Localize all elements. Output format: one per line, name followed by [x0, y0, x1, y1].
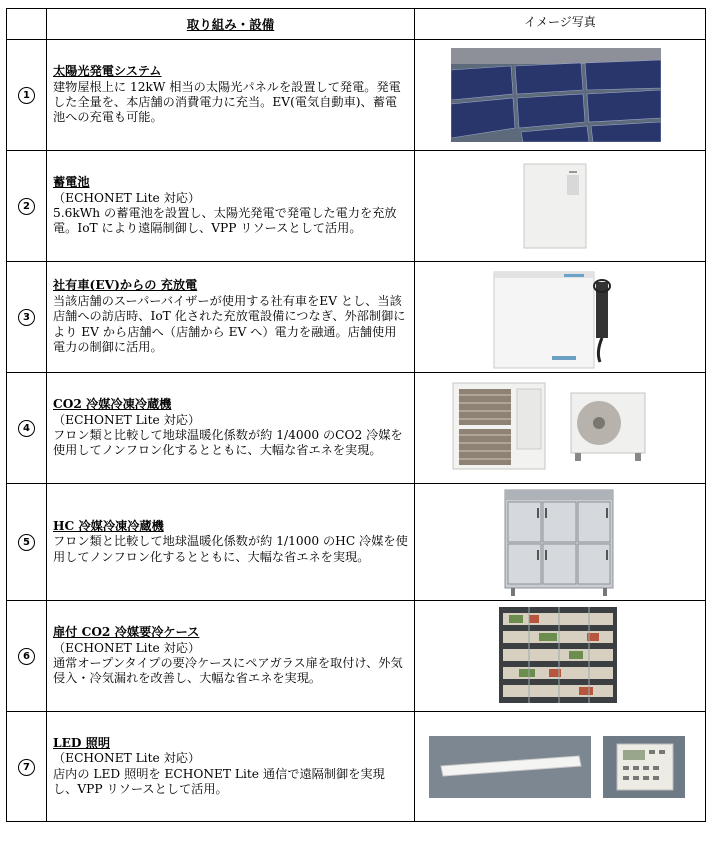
table-row: [7, 712, 706, 822]
row-photo-cell: [415, 40, 706, 151]
table-row: [7, 262, 706, 373]
row-photo-cell: [415, 712, 706, 822]
row-number: 2: [7, 151, 47, 262]
row-photo-cell: [415, 151, 706, 262]
header-photo: イメージ写真: [415, 9, 706, 40]
row-body: 当該店舗のスーパーバイザーが使用する社有車をEV とし、当該店舗への訪店時、IoT 化された充放電設備につなぎ、外部制御により EV から店舗へ（店舗から EV へ）電力を融通。店舗使用電力の制御に活用。: [53, 293, 406, 355]
header-row: [7, 9, 706, 40]
header-num: [7, 9, 47, 40]
row-description: [47, 262, 415, 373]
row-description: [47, 712, 415, 822]
equipment-table: [6, 8, 706, 822]
row-subtitle: （ECHONET Lite 対応）: [53, 190, 201, 205]
row-body: フロン類と比較して地球温暖化係数が約 1/4000 のCO2 冷媒を使用してノンフロン化するとともに、大幅な省エネを実現。: [53, 428, 403, 458]
row-body: 通常オープンタイプの要冷ケースにペアガラス扉を取付け、外気侵入・冷気漏れを改善し、大幅な省エネを実現。: [53, 656, 403, 686]
row-description: [47, 151, 415, 262]
row-number: 4: [7, 373, 47, 484]
row-description: [47, 373, 415, 484]
row-subtitle: （ECHONET Lite 対応）: [53, 751, 201, 766]
row-body: フロン類と比較して地球温暖化係数が約 1/1000 のHC 冷媒を使用してノンフロン化するとともに、大幅な省エネを実現。: [53, 534, 408, 564]
row-number: 3: [7, 262, 47, 373]
row-title: HC 冷媒冷凍冷蔵機: [53, 518, 164, 533]
row-title: 太陽光発電システム: [53, 64, 162, 79]
row-body: 5.6kWh の蓄電池を設置し、太陽光発電で発電した電力を充放電。IoT により遠隔制御し、VPP リソースとして活用。: [53, 206, 397, 236]
row-title: 扉付 CO2 冷媒要冷ケース: [53, 625, 200, 640]
table-row: [7, 40, 706, 151]
table-row: [7, 151, 706, 262]
row-subtitle: （ECHONET Lite 対応）: [53, 640, 201, 655]
row-title: LED 照明: [53, 735, 111, 750]
row-photo-cell: [415, 601, 706, 712]
row-number: 1: [7, 40, 47, 151]
door-showcase-image: [499, 607, 617, 703]
row-body: 建物屋根上に 12kW 相当の太陽光パネルを設置して発電。発電した全量を、本店舗の消費電力に充当。EV(電気自動車)、蓄電池への充電も可能。: [53, 79, 401, 125]
row-photo-cell: [415, 373, 706, 484]
row-number: 5: [7, 484, 47, 601]
table-row: [7, 373, 706, 484]
row-subtitle: （ECHONET Lite 対応）: [53, 412, 201, 427]
row-description: [47, 40, 415, 151]
storage-battery-image: [523, 163, 587, 249]
row-description: [47, 484, 415, 601]
row-body: 店内の LED 照明を ECHONET Lite 通信で遠隔制御を実現し、VPP リソースとして活用。: [53, 766, 385, 796]
table-row: [7, 484, 706, 601]
row-number: 6: [7, 601, 47, 712]
row-title: 蓄電池: [53, 175, 90, 190]
row-title: CO2 冷媒冷凍冷蔵機: [53, 397, 172, 412]
row-photo-cell: [415, 484, 706, 601]
lighting-controller-image: [603, 736, 685, 798]
co2-refrigeration-units-image: [451, 381, 651, 471]
table-row: [7, 601, 706, 712]
row-number: 7: [7, 712, 47, 822]
row-title: 社有車(EV)からの 充放電: [53, 278, 198, 293]
row-photo-cell: [415, 262, 706, 373]
ev-charger-image: [492, 266, 622, 370]
solar-panels-image: [451, 48, 661, 142]
hc-refrigerator-image: [503, 488, 615, 598]
header-item: 取り組み・設備: [47, 9, 415, 40]
row-description: [47, 601, 415, 712]
led-light-image: [429, 736, 591, 798]
